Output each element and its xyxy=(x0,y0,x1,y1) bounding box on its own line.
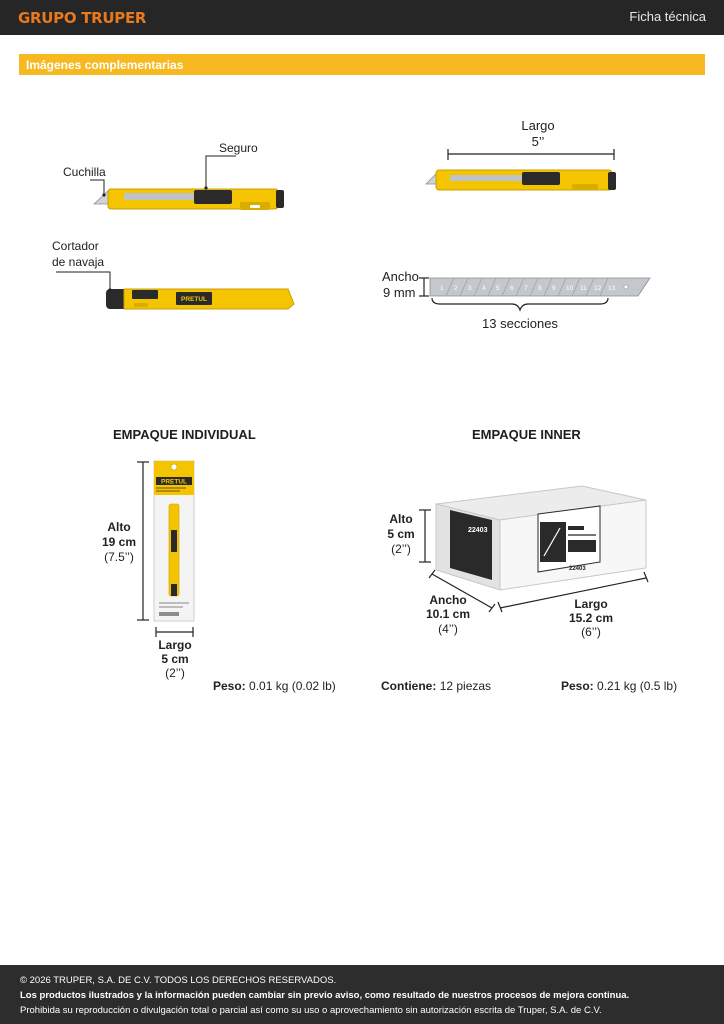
length-dimension-line2: 5’’ xyxy=(531,134,545,149)
footer-copyright: © 2026 TRUPER, S.A. DE C.V. TODOS LOS DERECHOS RESERVADOS. xyxy=(20,975,337,986)
page-footer xyxy=(0,965,724,1024)
box-code-side: 22403 xyxy=(468,527,488,534)
individual-weight xyxy=(213,678,336,694)
sections-brace xyxy=(430,296,610,312)
blade-section-number: 9 xyxy=(552,285,556,292)
inner-weight-value: 0.21 kg (0.5 lb) xyxy=(597,679,678,693)
blade-illustration xyxy=(428,276,654,298)
blade-section-number: 5 xyxy=(496,285,500,292)
inner-height-in: (2’’) xyxy=(391,542,411,556)
callout-lines-closed xyxy=(0,0,300,320)
blade-section-number: 2 xyxy=(454,285,458,292)
blade-section-number: 6 xyxy=(510,285,514,292)
inner-height-label: Alto xyxy=(389,512,413,526)
blade-section-number: 8 xyxy=(538,285,542,292)
individual-height-cm: 19 cm xyxy=(101,535,137,549)
lock-callout: Seguro xyxy=(219,141,258,155)
blade-section-number: 3 xyxy=(468,285,472,292)
blade-section-number: 4 xyxy=(482,285,486,292)
footer-restriction: Prohibida su reproducción o divulgación total o parcial así como su uso o aprovechamiento sin autorización escrita de Truper, S.A. de C.V. xyxy=(20,1005,602,1016)
brand-logo: GRUPO TRUPER xyxy=(18,9,147,27)
individual-weight-label: Peso: xyxy=(213,679,246,693)
inner-contains-label: Contiene: xyxy=(381,679,437,693)
inner-width-label: Ancho xyxy=(429,593,467,607)
inner-width-in: (4’’) xyxy=(438,622,458,636)
inner-length-in: (6’’) xyxy=(581,625,601,639)
individual-length-in: (2’’) xyxy=(165,666,185,680)
individual-length-label: Largo xyxy=(158,638,192,652)
inner-length-cm: 15.2 cm xyxy=(568,611,614,625)
handle-brand-text: PRETUL xyxy=(181,296,207,303)
sections-label: 13 secciones xyxy=(482,316,558,331)
length-dimension-line1: Largo xyxy=(521,118,555,133)
inner-length-label: Largo xyxy=(574,597,608,611)
inner-contains xyxy=(381,678,491,694)
inner-package-title: EMPAQUE INNER xyxy=(472,427,581,442)
individual-height-label: Alto xyxy=(107,520,131,534)
inner-height-cm: 5 cm xyxy=(387,527,415,541)
cutter-callout-line2: de navaja xyxy=(52,255,105,269)
pack-brand-text: PRETUL xyxy=(161,478,187,486)
blade-callout: Cuchilla xyxy=(63,165,106,179)
width-dimension-line2: 9 mm xyxy=(383,285,416,300)
individual-blister-pack xyxy=(153,460,195,622)
individual-height-in: (7.5’’) xyxy=(104,550,134,564)
doc-type-label: Ficha técnica xyxy=(629,9,706,24)
blade-section-number: 10 xyxy=(566,285,574,292)
cutter-callout-line1: Cortador xyxy=(52,239,99,253)
inner-contains-value: 12 piezas xyxy=(439,679,492,693)
box-code-front: 22403 xyxy=(569,566,586,572)
cutter-illustration-side xyxy=(424,166,619,196)
width-dimension-line1: Ancho xyxy=(382,269,419,284)
inner-width-cm: 10.1 cm xyxy=(425,607,471,621)
individual-length-cm: 5 cm xyxy=(161,652,189,666)
inner-weight-label: Peso: xyxy=(561,679,594,693)
blade-section-number: 1 xyxy=(440,285,444,292)
blade-section-number: 11 xyxy=(580,285,587,292)
individual-weight-value: 0.01 kg (0.02 lb) xyxy=(249,679,336,693)
blade-section-number: 7 xyxy=(524,285,528,292)
inner-height-dimension xyxy=(418,508,432,564)
footer-notice: Los productos ilustrados y la información pueden cambiar sin previo aviso, como resultado de nuestros procesos de mejora continua. xyxy=(20,990,630,1001)
inner-weight xyxy=(561,678,677,694)
blade-section-number: 12 xyxy=(594,285,602,292)
length-dimension-line xyxy=(446,148,618,162)
individual-package-title: EMPAQUE INDIVIDUAL xyxy=(113,427,256,442)
section-title: Imágenes complementarias xyxy=(26,58,184,72)
blade-section-number: 13 xyxy=(608,285,616,292)
